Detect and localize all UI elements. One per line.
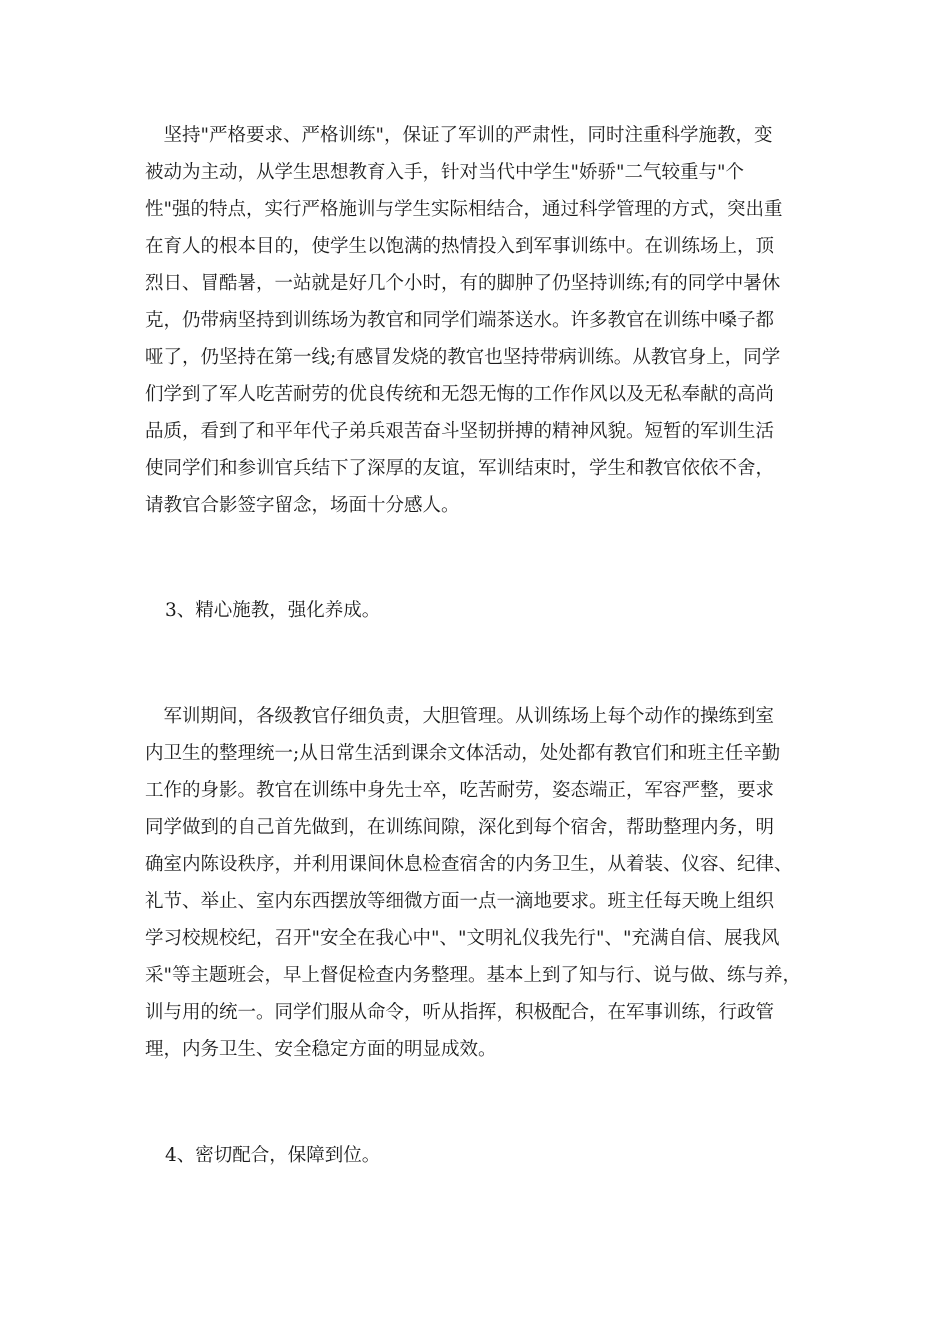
paragraph-1-line: 在育人的根本目的，使学生以饱满的热情投入到军事训练中。在训练场上，顶 <box>145 236 775 257</box>
section-heading-4: 4、密切配合，保障到位。 <box>165 1145 381 1166</box>
paragraph-2-line: 理，内务卫生、安全稳定方面的明显成效。 <box>145 1039 497 1060</box>
paragraph-1-line: 克，仍带病坚持到训练场为教官和同学们端茶送水。许多教官在训练中嗓子都 <box>145 310 775 331</box>
paragraph-2-line: 采"等主题班会，早上督促检查内务整理。基本上到了知与行、说与做、练与养， <box>145 965 802 986</box>
paragraph-2-line: 内卫生的整理统一;从日常生活到课余文体活动，处处都有教官们和班主任辛勤 <box>145 743 781 764</box>
paragraph-1-line: 请教官合影签字留念，场面十分感人。 <box>145 495 460 516</box>
paragraph-2-line: 军训期间，各级教官仔细负责，大胆管理。从训练场上每个动作的操练到室 <box>145 706 775 727</box>
paragraph-1-line: 性"强的特点，实行严格施训与学生实际相结合，通过科学管理的方式，突出重 <box>145 199 783 220</box>
paragraph-1-line: 被动为主动，从学生思想教育入手，针对当代中学生"娇骄"二气较重与"个 <box>145 162 745 183</box>
paragraph-2-line: 礼节、举止、室内东西摆放等细微方面一点一滴地要求。班主任每天晚上组织 <box>145 891 775 912</box>
paragraph-1-line: 使同学们和参训官兵结下了深厚的友谊，军训结束时，学生和教官依依不舍， <box>145 458 775 479</box>
section-heading-3: 3、精心施教，强化养成。 <box>165 600 381 621</box>
paragraph-2-line: 确室内陈设秩序，并利用课间休息检查宿舍的内务卫生，从着装、仪容、纪律、 <box>145 854 793 875</box>
paragraph-1-line: 烈日、冒酷暑，一站就是好几个小时，有的脚肿了仍坚持训练;有的同学中暑休 <box>145 273 781 294</box>
paragraph-2-line: 训与用的统一。同学们服从命令，听从指挥，积极配合，在军事训练，行政管 <box>145 1002 775 1023</box>
paragraph-1-line: 哑了，仍坚持在第一线;有感冒发烧的教官也坚持带病训练。从教官身上，同学 <box>145 347 781 368</box>
paragraph-2-line: 工作的身影。教官在训练中身先士卒，吃苦耐劳，姿态端正，军容严整，要求 <box>145 780 775 801</box>
paragraph-1-line: 坚持"严格要求、严格训练"，保证了军训的严肃性，同时注重科学施教，变 <box>145 125 773 146</box>
paragraph-1-line: 们学到了军人吃苦耐劳的优良传统和无怨无悔的工作作风以及无私奉献的高尚 <box>145 384 775 405</box>
paragraph-1-line: 品质，看到了和平年代子弟兵艰苦奋斗坚韧拼搏的精神风貌。短暂的军训生活 <box>145 421 775 442</box>
paragraph-2-line: 学习校规校纪，召开"安全在我心中"、"文明礼仪我先行"、"充满自信、展我风 <box>145 928 780 949</box>
paragraph-2-line: 同学做到的自己首先做到，在训练间隙，深化到每个宿舍，帮助整理内务，明 <box>145 817 775 838</box>
